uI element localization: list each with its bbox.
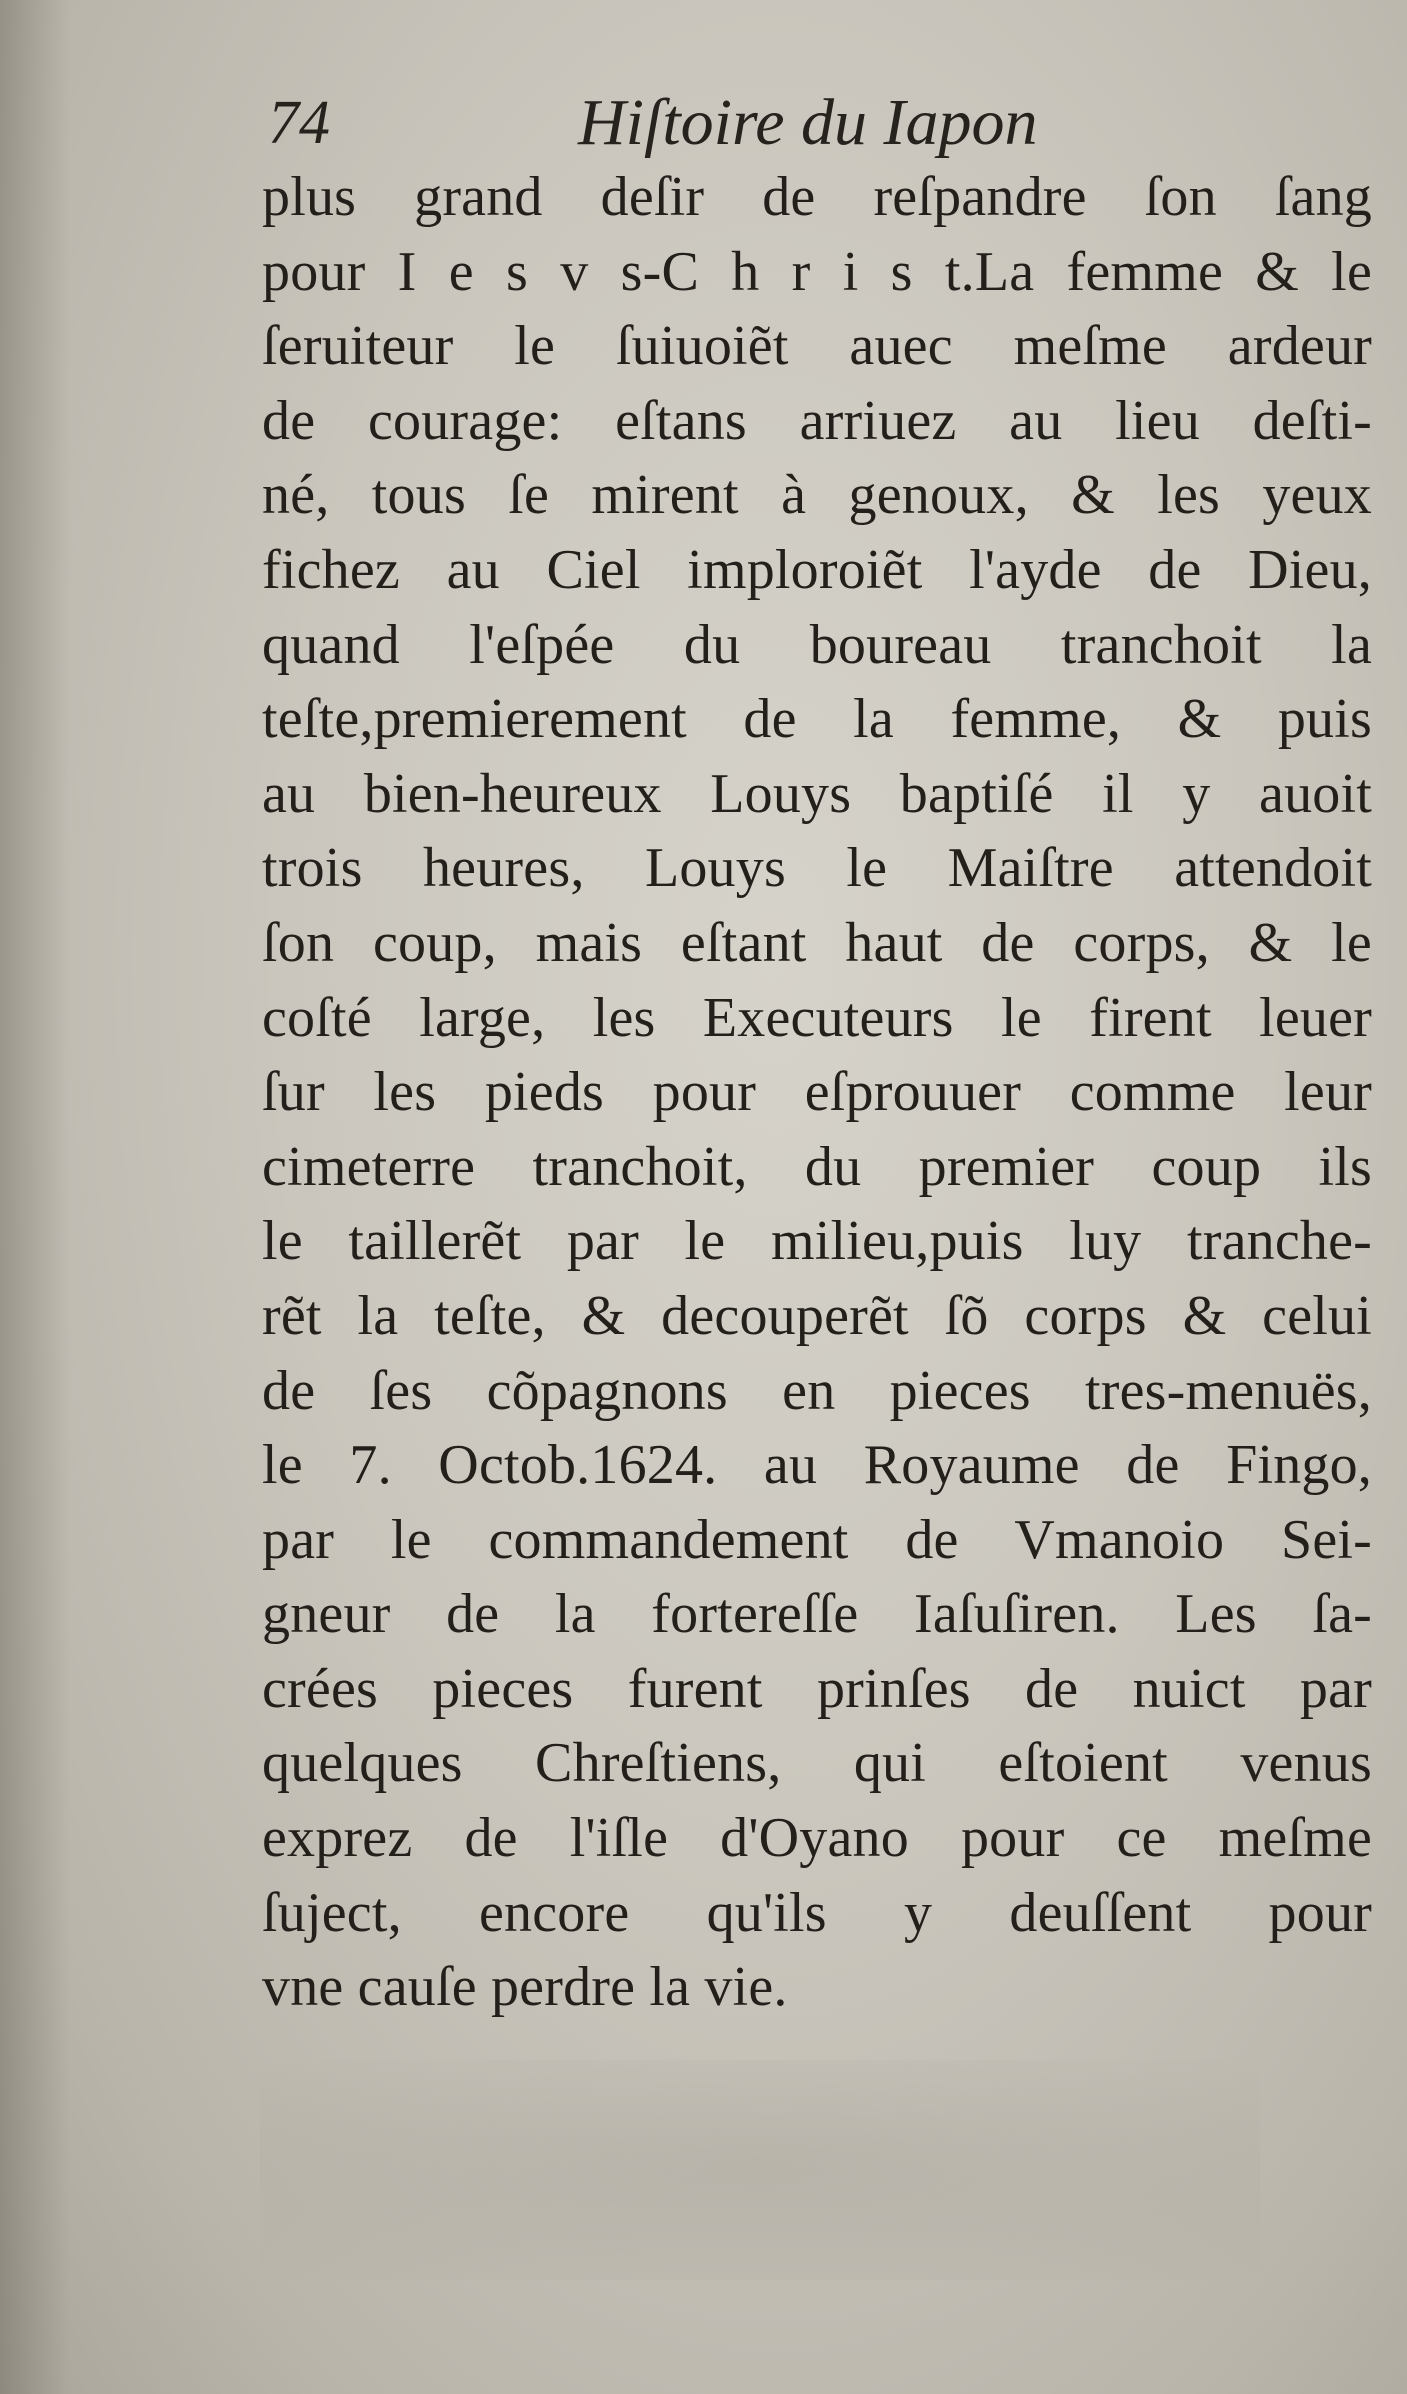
text-line: trois heures, Louys le Maiſtre attendoit [262,837,1372,900]
text-line: plus grand deſir de reſpandre ſon ſang [262,166,1372,228]
paper-stain [260,2060,1260,2280]
running-title: Hiſtoire du Iapon [578,86,1038,159]
body-text [262,160,1372,2025]
page-header [268,78,1108,168]
text-line: de ſes cõpagnons en pieces tres-menuës, [262,1359,1372,1422]
text-line: cimeterre tranchoit, du premier coup ils [262,1135,1372,1198]
text-line: crées pieces furent prinſes de nuict par [262,1657,1372,1720]
text-line: quand l'eſpée du boureau tranchoit la [262,613,1372,676]
text-line: coſté large, les Executeurs le firent leuer [262,986,1372,1049]
spine-shadow [0,0,70,2394]
text-line: ſon coup, mais eſtant haut de corps, & le [262,911,1372,974]
text-line: ſur les pieds pour eſprouuer comme leur [262,1061,1372,1124]
text-line: teſte,premierement de la femme, & puis [262,688,1372,751]
text-line: le 7. Octob.1624. au Royaume de Fingo, [262,1434,1372,1497]
page-number: 74 [268,89,330,157]
text-line: ſeruiteur le ſuiuoiẽt auec meſme ardeur [262,315,1372,378]
text-line: rẽt la teſte, & decouperẽt ſõ corps & celui [262,1284,1372,1347]
text-line: ſuject, encore qu'ils y deuſſent pour [262,1881,1372,1944]
text-line: exprez de l'iſle d'Oyano pour ce meſme [262,1807,1372,1870]
text-line: le taillerẽt par le milieu,puis luy tranche- [262,1210,1372,1273]
text-line: par le commandement de Vmanoio Sei- [262,1508,1372,1571]
text-line: pour I e s v s-C h r i s t.La femme & le [262,240,1372,303]
text-line: au bien-heureux Louys baptiſé il y auoit [262,762,1372,825]
text-line: vne cauſe perdre la vie. [262,1956,788,2019]
text-line: fichez au Ciel imploroiẽt l'ayde de Dieu, [262,538,1372,601]
text-line: né, tous ſe mirent à genoux, & les yeux [262,464,1372,527]
text-line: de courage: eſtans arriuez au lieu deſti- [262,389,1372,452]
text-line: gneur de la fortereſſe Iaſuſiren. Les ſa- [262,1583,1372,1646]
text-line: quelques Chreſtiens, qui eſtoient venus [262,1732,1372,1795]
